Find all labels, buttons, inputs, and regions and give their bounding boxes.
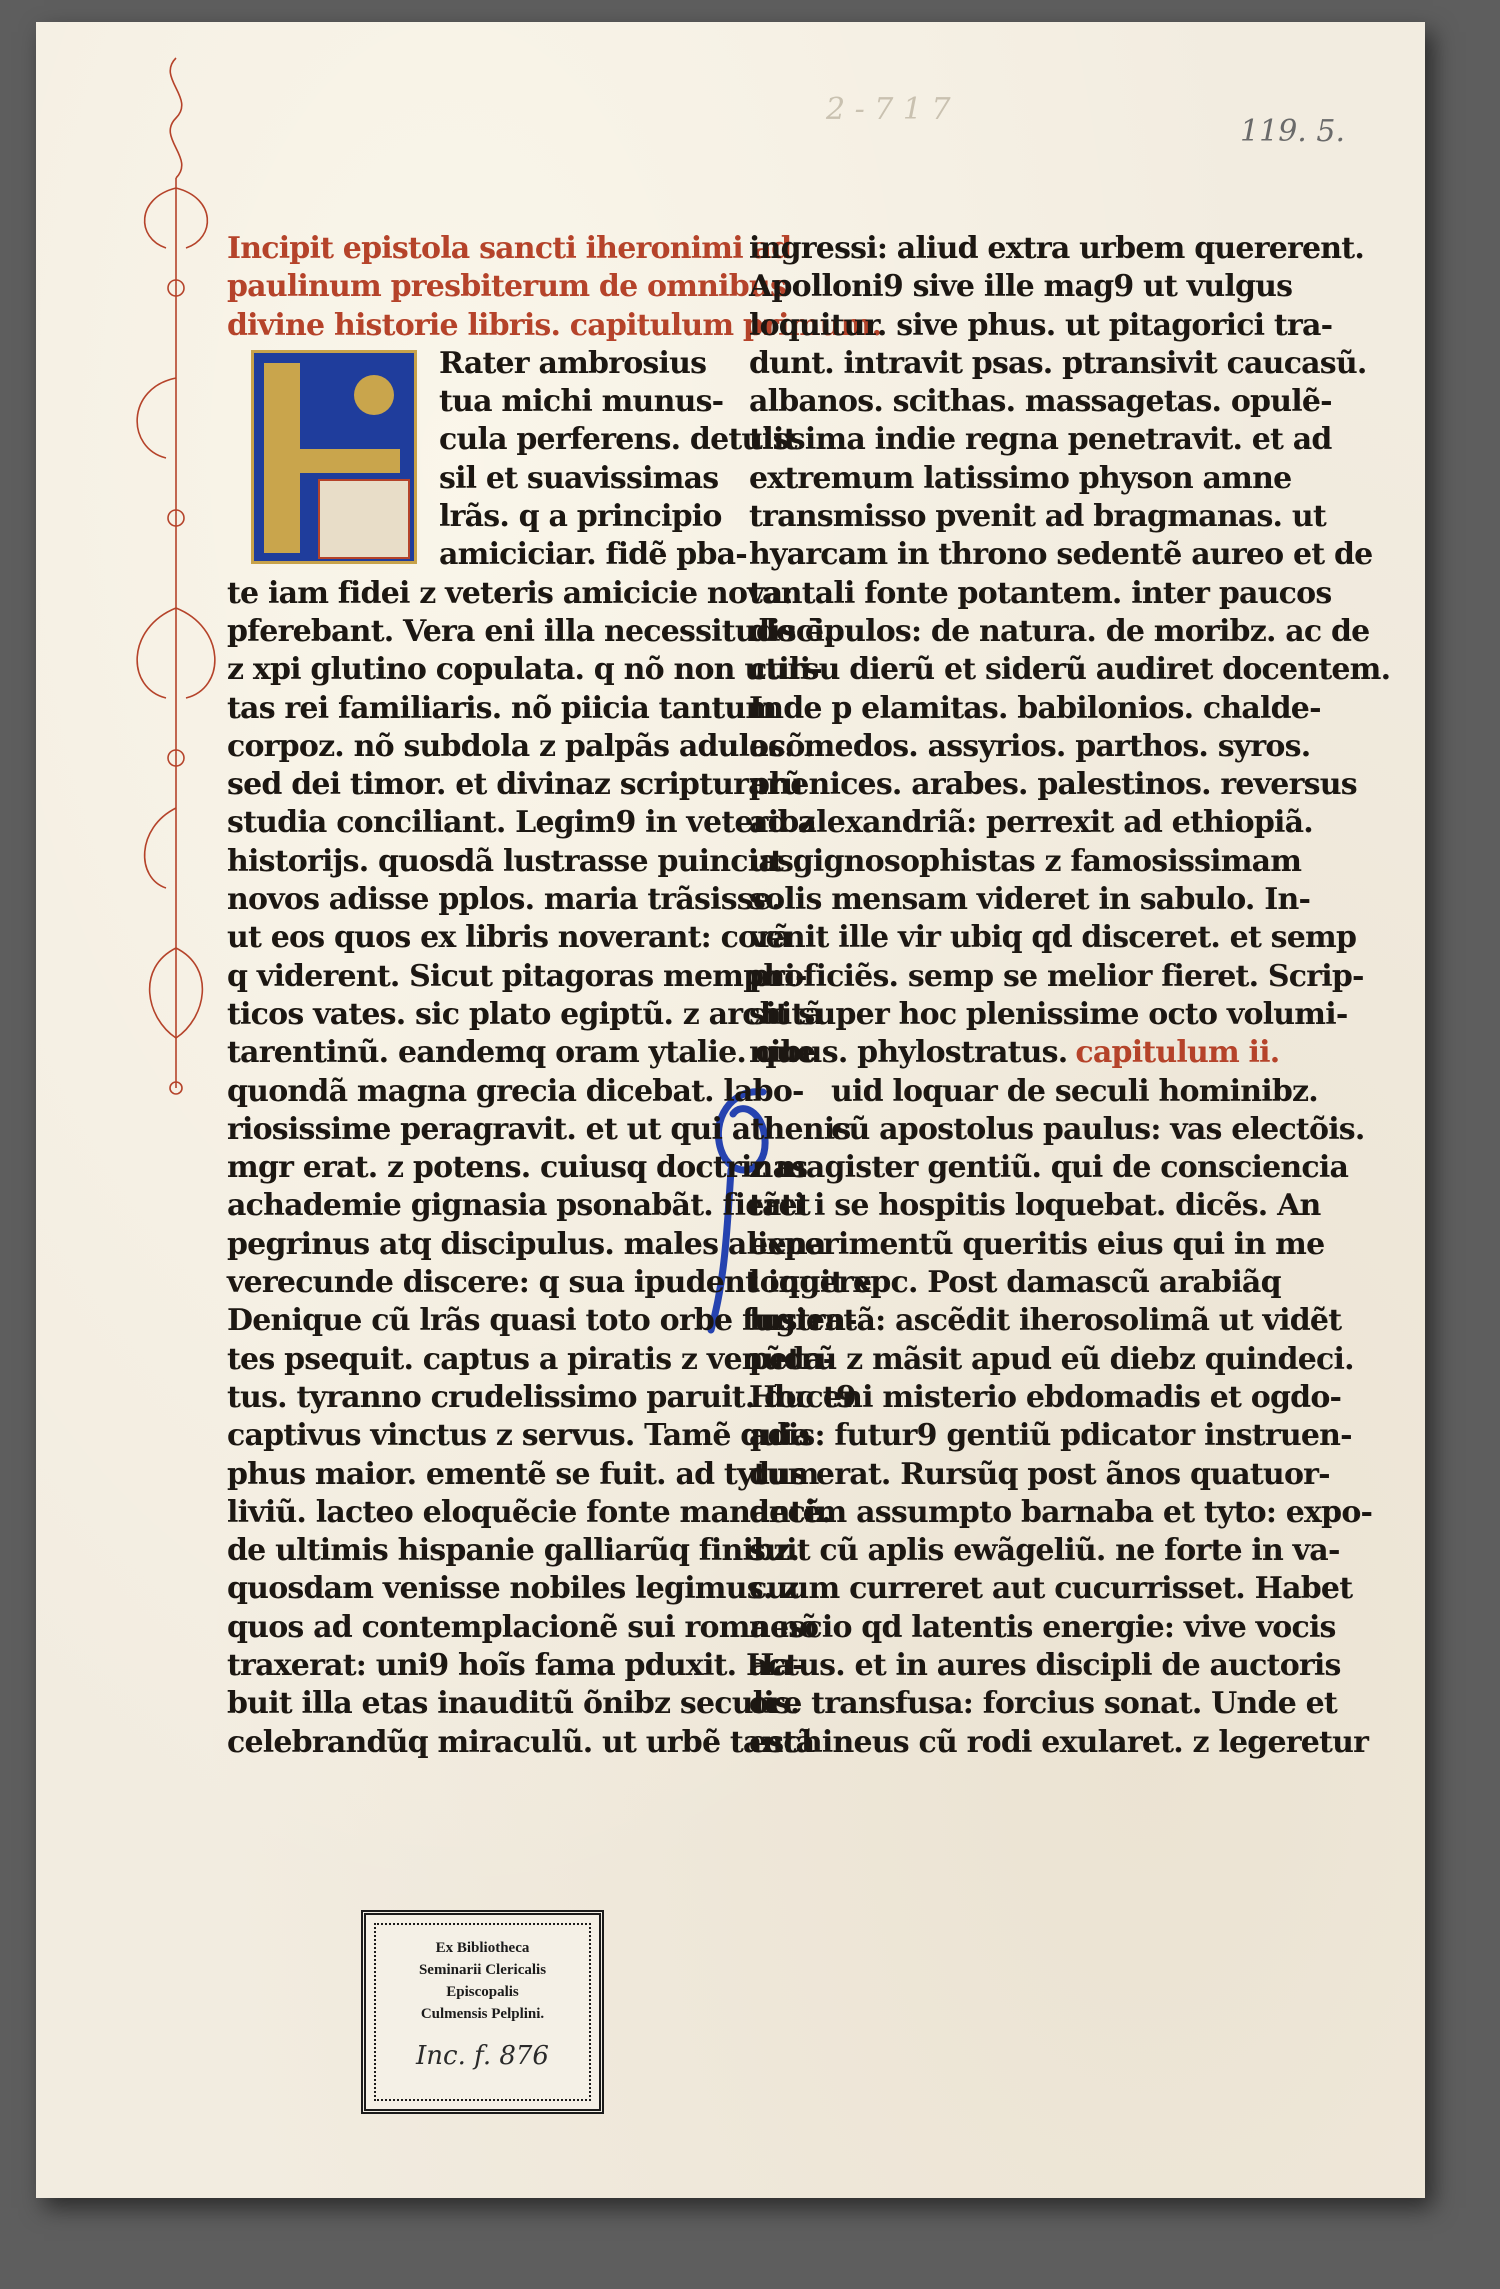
text-line: traxerat: uni9 hoĩs fama pduxit. Ha-: [227, 1647, 804, 1683]
text-line: eschineus cũ rodi exularet. z legeretur: [749, 1724, 1369, 1760]
text-line: pferebant. Vera eni illa necessitudo ē.: [227, 613, 833, 649]
text-line: petrũ z mãsit apud eũ diebz quindeci.: [749, 1341, 1354, 1377]
chapter-rubric: capitulum ii.: [1075, 1035, 1280, 1071]
text-line: phus maior. ementẽ se fuit. ad tytum: [227, 1456, 819, 1492]
text-line: captivus vinctus z servus. Tamẽ quia: [227, 1418, 811, 1454]
text-line: tus. tyranno crudelissimo paruit. duct9: [227, 1379, 856, 1415]
text-line: buit illa etas inauditũ õnibz seculis.: [227, 1686, 800, 1722]
text-line: tãti i se hospitis loquebat. dicẽs. An: [749, 1188, 1321, 1224]
stamp-line: Seminarii Clericalis: [418, 1962, 547, 1978]
stamp-line: Episcopalis: [446, 1984, 519, 2000]
text-line: Denique cũ lrãs quasi toto orbe fugien-: [227, 1303, 857, 1339]
text-line: dus erat. Rursũq post ãnos quatuor-: [749, 1456, 1330, 1492]
text-line: ad alexandriã: perrexit ad ethiopiã.: [749, 805, 1313, 841]
text-line: tes psequit. captus a piratis z venũda-: [227, 1341, 835, 1377]
text-line: lustratã: ascẽdit iherosolimã ut vidẽt: [749, 1303, 1342, 1339]
text-line: ut eos quos ex libris noverant: corã: [227, 920, 791, 956]
text-line: Apolloni9 sive ille mag9 ut vulgus: [749, 269, 1293, 305]
text-line: celebrandũq miraculũ. ut urbẽ tantã: [227, 1724, 815, 1760]
text-line: quosdam venisse nobiles legimus. z: [227, 1571, 799, 1607]
text-line: loquit xpc. Post damascũ arabiãq: [749, 1265, 1281, 1301]
text-line: amiciciar. fidẽ pba-: [439, 537, 747, 573]
text-line: extremum latissimo physon amne: [749, 460, 1292, 496]
shelfmark: Inc. f. 876: [416, 2041, 549, 2071]
text-line: studia conciliant. Legim9 in veteribz: [227, 805, 815, 841]
text-line: riosissime peragravit. et ut qui athenis: [227, 1111, 851, 1147]
text-line: dunt. intravit psas. ptransivit caucasũ.: [749, 345, 1367, 381]
text-line: tissima indie regna penetravit. et ad: [749, 422, 1332, 458]
text-line: venit ille vir ubiq qd disceret. et semp: [749, 920, 1357, 956]
text-line: proficiẽs. semp se melior fieret. Scrip-: [749, 958, 1364, 994]
heading-line: Incipit epistola sancti iheronimi ad: [227, 231, 792, 266]
stamp-line: Culmensis Pelplini.: [420, 2006, 545, 2022]
text-line: mgr erat. z potens. cuiusq doctrinas: [227, 1150, 808, 1186]
text-line: [749, 1034, 1390, 1072]
text-line: hyarcam in throno sedentẽ aureo et de: [749, 537, 1373, 573]
text-line: discipulos: de natura. de moribz. ac de: [749, 613, 1370, 649]
text-line: tas rei familiaris. nõ piicia tantum: [227, 690, 777, 726]
text-line: corpoz. nõ subdola z palpãs adulacõ.: [227, 728, 814, 764]
text-line: cursu dierũ et siderũ audiret docentem.: [749, 652, 1391, 688]
text-line: sit super hoc plenissime octo volumi-: [749, 996, 1348, 1032]
text-line: historijs. quosdã lustrasse puincias.: [227, 843, 803, 879]
text-line: solis mensam videret in sabulo. In-: [749, 882, 1311, 918]
stamp-line: Ex Bibliotheca: [435, 1940, 530, 1956]
text-line: os. medos. assyrios. parthos. syros.: [749, 728, 1311, 764]
text-line: ore transfusa: forcius sonat. Unde et: [749, 1686, 1337, 1722]
text-line: actus. et in aures discipli de auctoris: [749, 1647, 1341, 1683]
text-line: z xpi glutino copulata. q nõ non utili-: [227, 652, 822, 688]
text-line: quondã magna grecia dicebat. labo-: [227, 1073, 804, 1109]
text-line: transmisso pvenit ad bragmanas. ut: [749, 499, 1326, 535]
marginal-flourish-icon: [116, 48, 236, 1108]
text-line: de ultimis hispanie galliarũq finibz.: [227, 1533, 800, 1569]
text-line: Hoc eni misterio ebdomadis et ogdo-: [749, 1379, 1342, 1415]
text-line: q viderent. Sicut pitagoras memphi-: [227, 958, 807, 994]
text-line: ticos vates. sic plato egiptũ. z architã: [227, 996, 824, 1032]
text-line: novos adisse pplos. maria trãsisse.: [227, 882, 781, 918]
text-line: cũ apostolus paulus: vas electõis.: [831, 1111, 1365, 1147]
text-line: ingressi: aliud extra urbem quererent.: [749, 231, 1364, 266]
heading-line: divine historie libris. capitulum primum.: [227, 307, 882, 343]
text-line: sed dei timor. et divinaz scripturarũ: [227, 767, 803, 803]
text-line: tarentinũ. eandemq oram ytalie. que: [227, 1035, 816, 1071]
text-line: achademie gignasia psonabãt. fieret: [227, 1188, 810, 1224]
text-line: pegrinus atq discipulus. males aliena: [227, 1226, 826, 1262]
text-line: z magister gentiũ. qui de consciencia: [749, 1150, 1349, 1186]
text-line: tua michi munus-: [439, 384, 724, 420]
text-line: verecunde discere: q sua ipudent ingere.: [227, 1265, 881, 1301]
text-line: albanos. scithas. massagetas. opulẽ-: [749, 384, 1332, 420]
text-line: lrãs. q a principio: [439, 499, 722, 535]
text-line: phenices. arabes. palestinos. reversus: [749, 767, 1357, 803]
text-line: nescio qd latentis energie: vive vocis: [749, 1609, 1336, 1645]
text-line: liviũ. lacteo eloquẽcie fonte manantẽ.: [227, 1494, 831, 1530]
text-line: cula perferens. detulit: [439, 422, 797, 458]
stamp-border: [374, 1923, 591, 2101]
pencil-note-faint: 2 - 7 1 7: [826, 92, 951, 127]
text-line: quos ad contemplacionẽ sui roma nõ: [227, 1609, 819, 1645]
text-line: tantali fonte potantem. inter paucos: [749, 575, 1332, 611]
text-line: loquitur. sive phus. ut pitagorici tra-: [749, 307, 1333, 343]
text-line: suit cũ aplis ewãgeliũ. ne forte in va-: [749, 1533, 1340, 1569]
text-line: uid loquar de seculi hominibz.: [831, 1073, 1318, 1109]
text-line: decim assumpto barnaba et tyto: expo-: [749, 1494, 1373, 1530]
text-line-content: nibus. phylostratus.: [749, 1035, 1068, 1071]
pencil-note-foliation: 119. 5.: [1240, 114, 1345, 149]
text-line: adis: futur9 gentiũ pdicator instruen-: [749, 1418, 1352, 1454]
heading-line: paulinum presbiterum de omnibus: [227, 269, 787, 305]
manuscript-page: [36, 22, 1425, 2198]
library-stamp: [361, 1910, 604, 2114]
text-column-right: [749, 230, 1390, 1762]
text-line: Rater ambrosius: [439, 345, 707, 381]
text-line: Inde p elamitas. babilonios. chalde-: [749, 690, 1321, 726]
text-line: te iam fidei z veteris amicicie nova:: [227, 575, 793, 611]
text-line: ut gignosophistas z famosissimam: [749, 843, 1302, 879]
text-line: experimentũ queritis eius qui in me: [749, 1226, 1325, 1262]
text-line: sil et suavissimas: [439, 460, 719, 496]
text-line: cuum curreret aut cucurrisset. Habet: [749, 1571, 1353, 1607]
